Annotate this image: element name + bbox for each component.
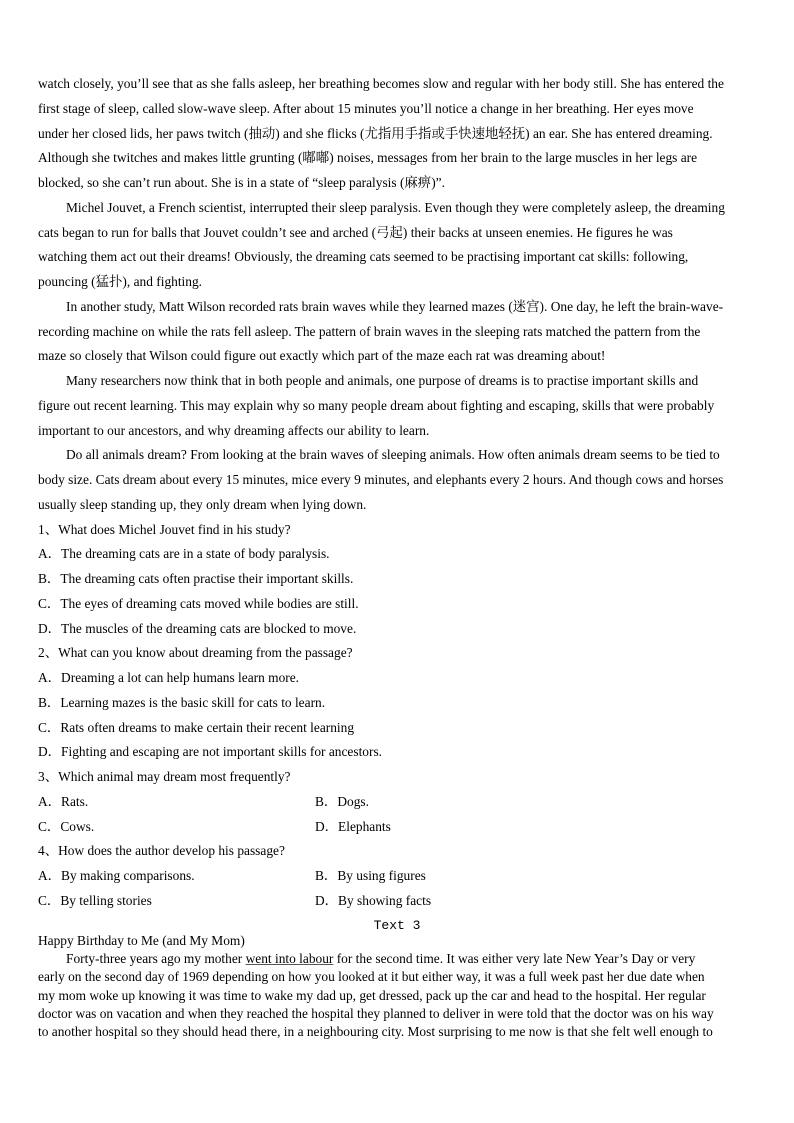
text-line: figure out recent learning. This may explain why so many people dream about fighting and escaping, skills that were probably xyxy=(38,397,715,413)
text-line: Many researchers now think that in both people and animals, one purpose of dreams is to practise important skills and xyxy=(66,373,699,388)
text-line: cats began to run for balls that Jouvet couldn’t see and arched (弓起) their backs at unseen enemies. He figures he was xyxy=(38,224,673,240)
passage-title: Happy Birthday to Me (and My Mom) xyxy=(38,933,245,948)
option-a: A．By making comparisons. xyxy=(38,868,195,883)
option-a: A．Dreaming a lot can help humans learn more. xyxy=(38,670,300,685)
text-line: pouncing (猛扑), and fighting. xyxy=(38,274,203,289)
text-line: blocked, so she can’t run about. She is in a state of “sleep paralysis (麻痹)”. xyxy=(38,175,445,190)
paragraph-5 xyxy=(38,443,768,517)
option-d: D．The muscles of the dreaming cats are blocked to move. xyxy=(38,620,357,636)
text-line: Do all animals dream? From looking at the brain waves of sleeping animals. How often animals dream seems to be tied to xyxy=(66,447,720,463)
text-line: important to our ancestors, and why dreaming affects our ability to learn. xyxy=(38,422,430,438)
text-line: to another hospital so they should head there, in a neighbouring city. Most surprising to me now is that she felt well enough to xyxy=(38,1023,713,1039)
question-stem: 2、What can you know about dreaming from the passage? xyxy=(38,645,353,661)
option-d: D．Fighting and escaping are not important skills for ancestors. xyxy=(38,744,382,760)
text-line: In another study, Matt Wilson recorded rats brain waves while they learned mazes (迷宫). One day, he left the brain-wave- xyxy=(66,298,724,314)
paragraph-4 xyxy=(38,369,768,443)
question-stem: 1、What does Michel Jouvet find in his study? xyxy=(38,521,291,537)
option-c: C．Rats often dreams to make certain their recent learning xyxy=(38,719,355,735)
text-line: watch closely, you’ll see that as she falls asleep, her breathing becomes slow and regular with her body still. She has entered the xyxy=(38,76,724,91)
option-c: C．By telling stories xyxy=(38,892,152,908)
paragraph-2 xyxy=(38,196,768,295)
text3-passage xyxy=(38,932,768,1041)
question-3 xyxy=(38,765,768,839)
option-b: B．The dreaming cats often practise their important skills. xyxy=(38,571,354,586)
text-fragment: Forty-three years ago my mother xyxy=(66,951,246,967)
text-line: usually sleep standing up, they only dream when lying down. xyxy=(38,496,367,512)
option-a: A．Rats. xyxy=(38,793,89,809)
text-line: Although she twitches and makes little grunting (嘟嘟) noises, messages from her brain to the large muscles in her legs are xyxy=(38,150,698,166)
section-heading: Text 3 xyxy=(373,918,421,933)
option-b: B．Dogs. xyxy=(315,793,369,809)
option-b: B．By using figures xyxy=(315,868,426,883)
question-stem: 3、Which animal may dream most frequently? xyxy=(38,769,291,784)
text-line: early on the second day of 1969 depending on how you looked at it but either way, it was a full week past her due date when xyxy=(38,969,705,985)
question-4 xyxy=(38,839,768,913)
question-2 xyxy=(38,641,768,765)
text-line: Michel Jouvet, a French scientist, interrupted their sleep paralysis. Even though they were completely asleep, the dreaming xyxy=(66,199,725,215)
underlined-phrase: went into labour xyxy=(245,951,334,967)
option-b: B．Learning mazes is the basic skill for cats to learn. xyxy=(38,694,326,710)
text-line xyxy=(38,950,768,968)
text-line: under her closed lids, her paws twitch (抽动) and she flicks (尤指用手指或手快速地轻抚) an ear. She has entered dreaming. xyxy=(38,125,713,141)
option-c: C．Cows. xyxy=(38,818,95,834)
text-line: my mom woke up knowing it was time to wake my dad up, get dressed, pack up the car and head to the hospital. Her regular xyxy=(38,987,706,1003)
paragraph-3 xyxy=(38,295,768,369)
text-line: recording machine on while the rats fell asleep. The pattern of brain waves in the sleeping rats matched the pattern from the xyxy=(38,323,701,339)
text-line: doctor was on vacation and when they reached the hospital they planned to deliver in were told that the doctor was on his way xyxy=(38,1005,714,1021)
question-stem: 4、How does the author develop his passage? xyxy=(38,843,285,859)
text-line: watching them act out their dreams! Obviously, the dreaming cats seemed to be practising important cat skills: following, xyxy=(38,249,689,265)
option-a: A．The dreaming cats are in a state of body paralysis. xyxy=(38,546,330,562)
text-line: first stage of sleep, called slow-wave sleep. After about 15 minutes you’ll notice a change in her breathing. Her eyes move xyxy=(38,100,694,116)
text-line: body size. Cats dream about every 15 minutes, mice every 9 minutes, and elephants every 2 hours. And though cows and horses xyxy=(38,472,724,487)
question-1 xyxy=(38,518,768,642)
option-c: C．The eyes of dreaming cats moved while bodies are still. xyxy=(38,595,359,611)
text-line: maze so closely that Wilson could figure out exactly which part of the maze each rat was dreaming about! xyxy=(38,348,606,364)
option-d: D．Elephants xyxy=(315,818,391,834)
text-fragment: for the second time. It was either very late New Year’s Day or very xyxy=(333,951,696,967)
option-d: D．By showing facts xyxy=(315,892,432,908)
paragraph-1 xyxy=(38,72,768,196)
passage xyxy=(38,72,768,914)
